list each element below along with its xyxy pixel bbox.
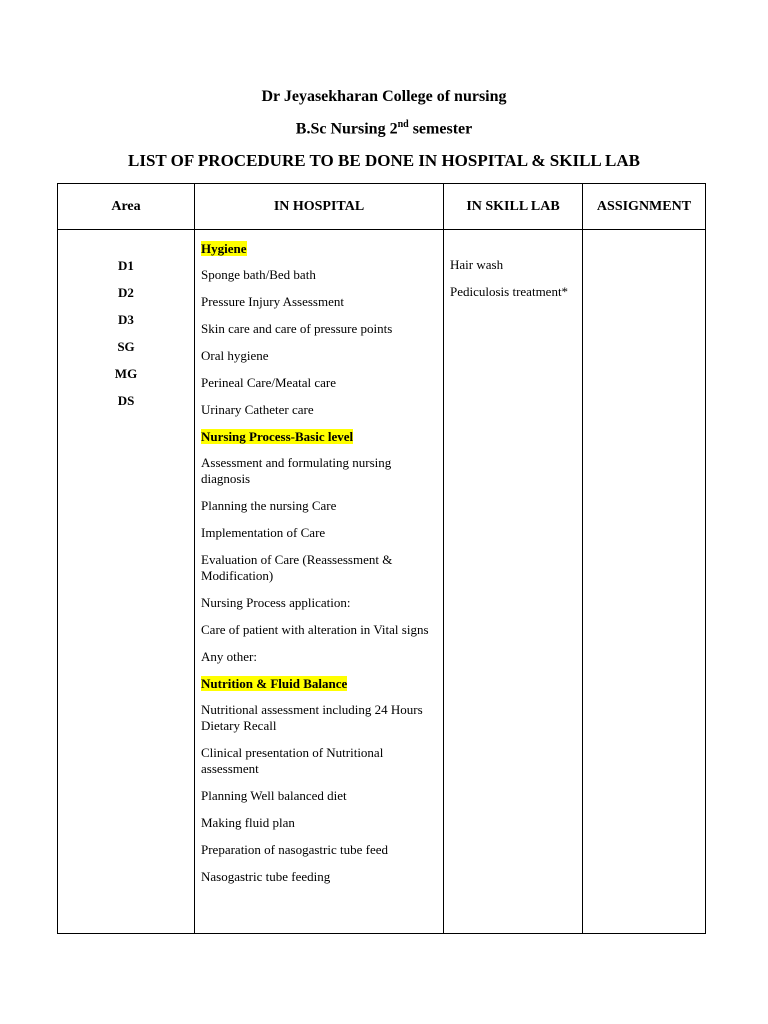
area-code: DS	[117, 393, 135, 408]
column-divider	[194, 184, 195, 933]
section-heading	[201, 241, 441, 257]
section-heading	[201, 429, 441, 445]
skill-lab-item: Pediculosis treatment*	[450, 284, 569, 299]
procedure-item: Preparation of nasogastric tube feed	[201, 842, 388, 857]
area-code: D2	[118, 285, 134, 300]
section-heading-text: Nutrition & Fluid Balance	[201, 676, 348, 691]
course-suffix: semester	[408, 120, 473, 138]
procedure-item: Any other:	[201, 649, 257, 664]
procedure-item: Making fluid plan	[201, 815, 295, 830]
column-header-area: Area	[111, 198, 141, 214]
column-divider	[443, 184, 444, 933]
skill-lab-list	[450, 257, 570, 311]
area-code: SG	[117, 339, 135, 354]
procedure-item: Oral hygiene	[201, 348, 269, 363]
column-header-hospital: IN HOSPITAL	[273, 198, 365, 214]
list-title: LIST OF PROCEDURE TO BE DONE IN HOSPITAL & SKILL LAB	[127, 151, 641, 170]
column-divider	[582, 184, 583, 933]
procedure-item: Assessment and formulating nursing diagnosis	[201, 455, 392, 486]
section-heading-text: Nursing Process-Basic level	[201, 429, 354, 444]
column-header-assignment: ASSIGNMENT	[596, 198, 692, 214]
college-name: Dr Jeyasekharan College of nursing	[261, 88, 507, 105]
procedure-item: Nursing Process application:	[201, 595, 351, 610]
procedure-table	[57, 183, 706, 934]
procedure-item: Care of patient with alteration in Vital signs	[201, 622, 429, 637]
procedure-item: Clinical presentation of Nutritional assessment	[201, 745, 384, 776]
procedure-item: Implementation of Care	[201, 525, 326, 540]
skill-lab-item: Hair wash	[450, 257, 504, 272]
section-heading	[201, 676, 441, 692]
course-line	[0, 119, 768, 138]
procedure-item: Nasogastric tube feeding	[201, 869, 331, 884]
procedure-item: Pressure Injury Assessment	[201, 294, 344, 309]
procedure-item: Planning the nursing Care	[201, 498, 337, 513]
course-superscript: nd	[397, 119, 409, 130]
course-prefix: B.Sc Nursing 2	[295, 120, 398, 138]
section-heading-text: Hygiene	[201, 241, 247, 256]
procedure-item: Evaluation of Care (Reassessment & Modification)	[201, 552, 393, 583]
procedure-item: Planning Well balanced diet	[201, 788, 347, 803]
procedure-item: Perineal Care/Meatal care	[201, 375, 336, 390]
column-header-skill-lab: IN SKILL LAB	[466, 198, 560, 214]
area-code: D3	[118, 312, 134, 327]
procedure-item: Skin care and care of pressure points	[201, 321, 393, 336]
procedure-item: Urinary Catheter care	[201, 402, 314, 417]
hospital-procedure-list	[201, 230, 441, 885]
area-code: MG	[114, 366, 138, 381]
procedure-item: Sponge bath/Bed bath	[201, 267, 316, 282]
procedure-item: Nutritional assessment including 24 Hours Dietary Recall	[201, 702, 423, 733]
area-code: D1	[118, 258, 134, 273]
